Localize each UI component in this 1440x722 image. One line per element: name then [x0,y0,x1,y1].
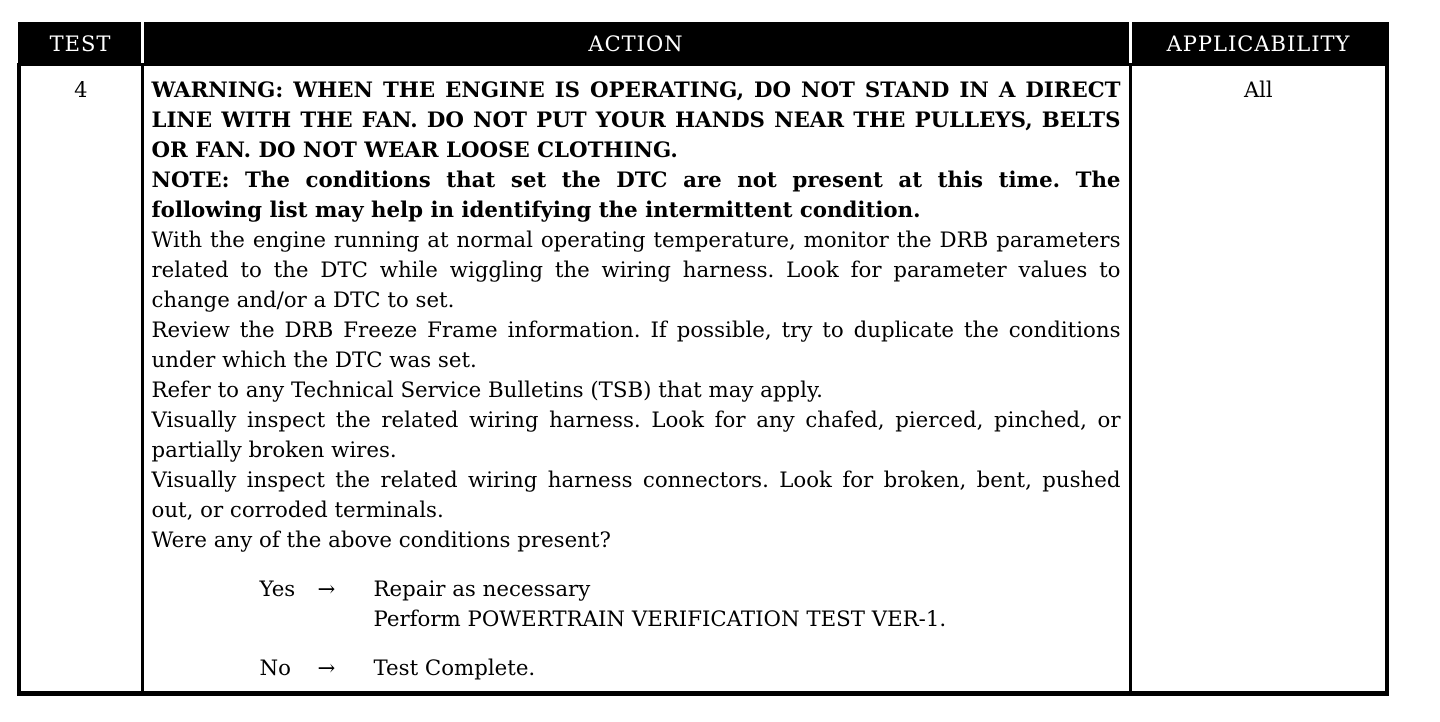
result-no-actions [374,654,536,684]
right-arrow-icon: → [317,656,336,681]
result-yes-action-2: Perform POWERTRAIN VERIFICATION TEST VER-1. [373,607,947,632]
action-step: Refer to any Technical Service Bulletins (TSB) that may apply. [151,378,823,403]
action-cell [142,65,1130,694]
header-row [19,24,1387,65]
result-no [260,654,1121,684]
result-yes-actions [374,575,947,635]
note-text: NOTE: The conditions that set the DTC are not present at this time. The following list may help in identifying the intermittent condition. [151,168,1121,223]
header-action: ACTION [142,24,1130,65]
result-no-label: No [259,656,291,681]
warning-text: WARNING: WHEN THE ENGINE IS OPERATING, DO NOT STAND IN A DIRECT LINE WITH THE FAN. DO NOT PUT YOUR HANDS NEAR THE PULLEYS, BELTS OR FAN. DO NOT WEAR LOOSE CLOTHING. [151,78,1121,163]
header-applicability: APPLICABILITY [1130,24,1387,65]
right-arrow-icon: → [317,577,336,602]
diagnostic-test-table [17,22,1389,696]
action-step: Visually inspect the related wiring harness. Look for any chafed, pierced, pinched, or partially broken wires. [151,408,1121,463]
applicability-value: All [1130,65,1387,694]
result-yes-action-1: Repair as necessary [373,577,591,602]
action-step: Visually inspect the related wiring harness connectors. Look for broken, bent, pushed out, or corroded terminals. [151,468,1121,523]
test-row [19,65,1387,694]
result-no-action-1: Test Complete. [373,656,536,681]
header-test: TEST [19,24,142,65]
result-yes [260,575,1121,635]
action-step: With the engine running at normal operating temperature, monitor the DRB parameters related to the DTC while wiggling the wiring harness. Look for parameter values to change and/or a DTC to set. [151,228,1121,313]
result-yes-label: Yes [259,577,296,602]
test-number: 4 [19,65,142,694]
action-step: Review the DRB Freeze Frame information. If possible, try to duplicate the conditions under which the DTC was set. [151,318,1121,373]
question-text: Were any of the above conditions present? [151,528,611,553]
